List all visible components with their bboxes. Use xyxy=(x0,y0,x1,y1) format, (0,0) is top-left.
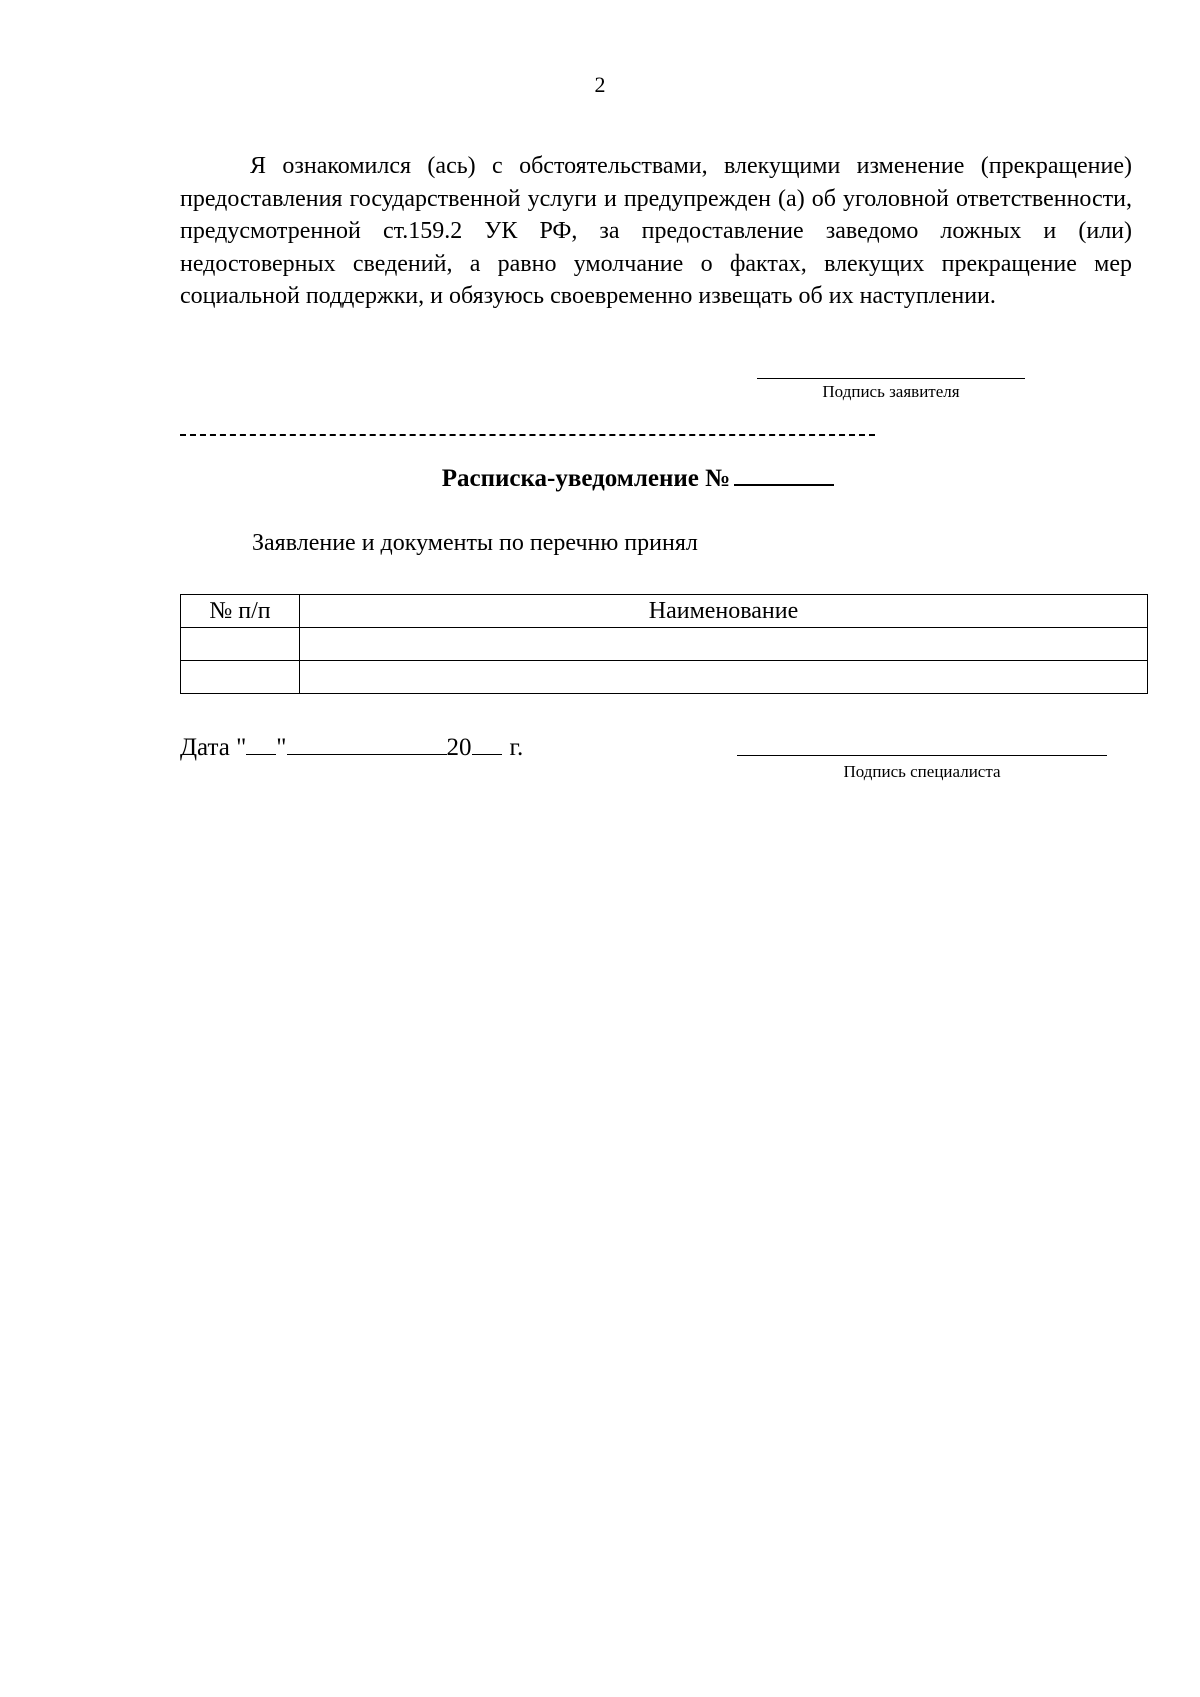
table-header-name: Наименование xyxy=(300,595,1148,628)
date-suffix: г. xyxy=(509,734,524,761)
documents-table xyxy=(180,594,1148,694)
date-prefix: Дата " xyxy=(180,734,247,761)
date-field xyxy=(180,732,523,762)
table-header-number: № п/п xyxy=(181,595,300,628)
receipt-number-blank xyxy=(734,462,834,486)
receipt-title-text: Расписка-уведомление № xyxy=(441,465,731,492)
table-cell-number xyxy=(181,661,300,694)
date-day-blank xyxy=(246,732,276,755)
table-cell-name xyxy=(300,661,1148,694)
receipt-title xyxy=(0,462,1200,493)
table-header-row xyxy=(181,595,1148,628)
declaration-paragraph: Я ознакомился (ась) с обстоятельствами, влекущими изменение (прекращение) предоставления государственной услуги и предупрежден (а) об уголовной ответственности, предусмотренной ст.159.2 УК РФ, за предоставление заведомо ложных и (или) недостоверных сведений, а равно умолчание о фактах, влекущих прекращение мер социальной поддержки, и обязуюсь своевременно извещать об их наступлении. xyxy=(180,153,1132,309)
date-month-blank xyxy=(287,732,447,755)
cut-line-separator xyxy=(180,434,875,436)
specialist-signature-caption: Подпись специалиста xyxy=(843,762,1001,781)
date-year-blank xyxy=(472,732,502,755)
date-year-prefix: 20 xyxy=(446,734,472,761)
date-mid: " xyxy=(276,734,287,761)
table-row xyxy=(181,661,1148,694)
table-row xyxy=(181,628,1148,661)
applicant-signature-line xyxy=(757,378,1025,379)
table-cell-name xyxy=(300,628,1148,661)
table-cell-number xyxy=(181,628,300,661)
applicant-signature-caption: Подпись заявителя xyxy=(822,382,960,401)
page-number: 2 xyxy=(594,72,606,97)
specialist-signature-line xyxy=(737,755,1107,756)
accepted-documents-text: Заявление и документы по перечню принял xyxy=(252,530,698,556)
